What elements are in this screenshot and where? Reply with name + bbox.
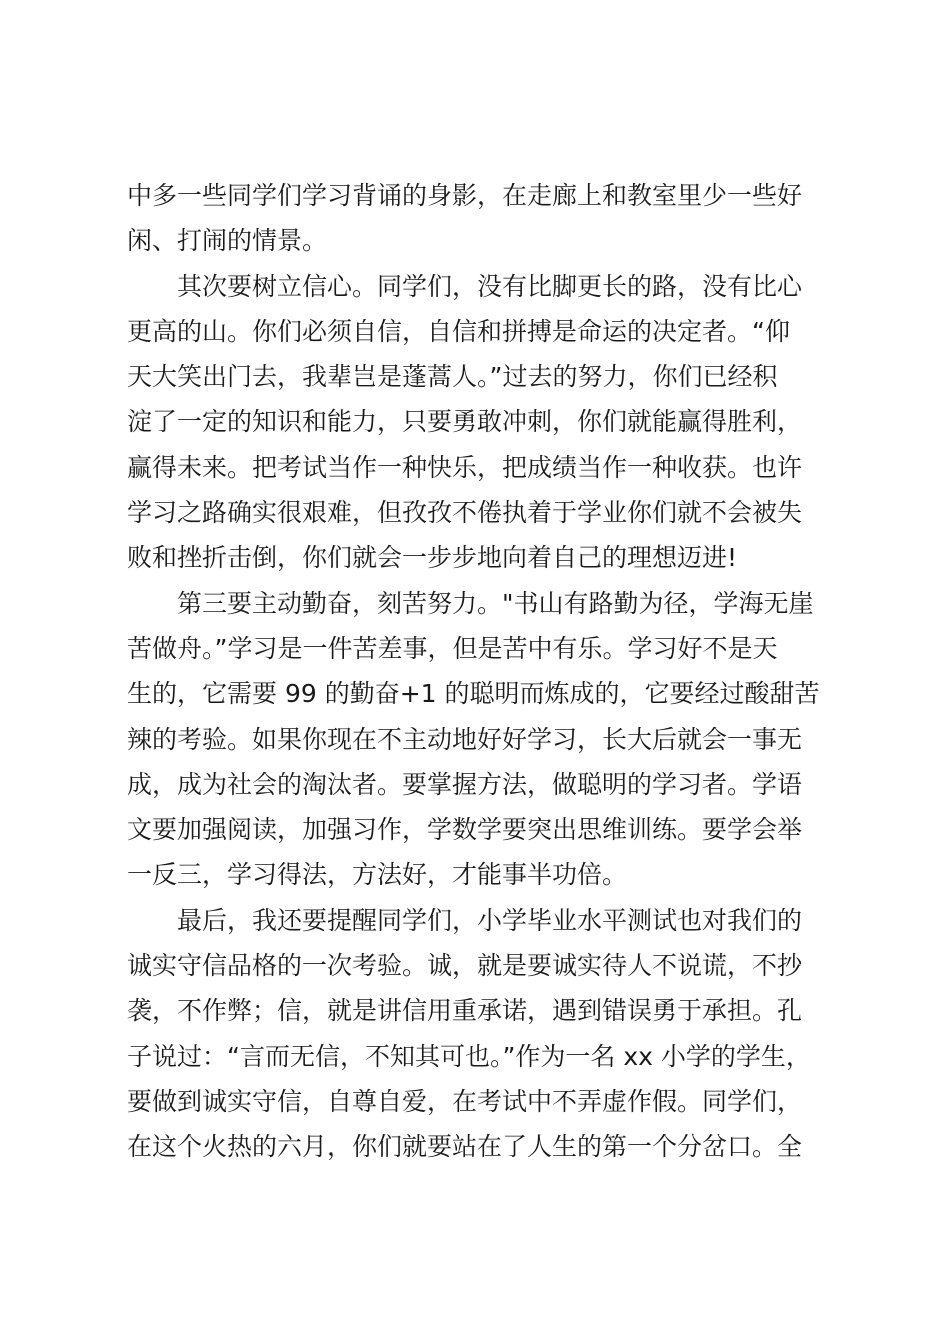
text-line: 天大笑出门去，我辈岂是蓬蒿人。”过去的努力，你们已经积 (127, 362, 778, 392)
text-line: 闲、打闹的情景。 (127, 226, 328, 256)
paragraph-start-line: 最后，我还要提醒同学们，小学毕业水平测试也对我们的 (177, 905, 803, 935)
text-line: 中多一些同学们学习背诵的身影，在走廊上和教室里少一些好 (127, 181, 803, 210)
text-line: 一反三，学习得法，方法好，才能事半功倍。 (127, 860, 628, 890)
text-line: 生的，它需要 99 的勤奋+1 的聪明而炼成的，它要经过酸甜苦 (127, 679, 820, 709)
text-line: 学习之路确实很艰难，但孜孜不倦执着于学业你们就不会被失 (127, 498, 803, 528)
paragraph-start-line: 第三要主动勤奋，刻苦努力。"书山有路勤为径，学海无崖 (177, 588, 814, 618)
document-body (127, 173, 842, 1170)
text-line: 淀了一定的知识和能力，只要勇敢冲刺，你们就能赢得胜利， (127, 407, 803, 437)
text-line: 成，成为社会的淘汰者。要掌握方法，做聪明的学习者。学语 (127, 769, 803, 799)
text-line: 更高的山。你们必须自信，自信和拼搏是命运的决定者。“仰 (127, 316, 790, 346)
text-line: 袭，不作弊；信，就是讲信用重承诺，遇到错误勇于承担。孔 (127, 996, 803, 1026)
text-line: 辣的考验。如果你现在不主动地好好学习，长大后就会一事无 (127, 724, 803, 754)
paragraph-start-line: 其次要树立信心。同学们，没有比脚更长的路，没有比心 (177, 271, 803, 301)
text-line: 赢得未来。把考试当作一种快乐，把成绩当作一种收获。也许 (127, 452, 803, 482)
text-line: 诚实守信品格的一次考验。诚，就是要诚实待人不说谎，不抄 (127, 951, 803, 981)
text-line: 在这个火热的六月，你们就要站在了人生的第一个分岔口。全 (127, 1132, 803, 1162)
text-line: 苦做舟。”学习是一件苦差事，但是苦中有乐。学习好不是天 (127, 633, 778, 663)
text-line: 子说过：“言而无信，不知其可也。”作为一名 xx 小学的学生， (127, 1041, 811, 1071)
text-line: 文要加强阅读，加强习作，学数学要突出思维训练。要学会举 (127, 815, 803, 845)
text-line: 要做到诚实守信，自尊自爱，在考试中不弄虚作假。同学们， (127, 1086, 803, 1116)
text-line: 败和挫折击倒，你们就会一步步地向着自己的理想迈进! (127, 543, 738, 573)
